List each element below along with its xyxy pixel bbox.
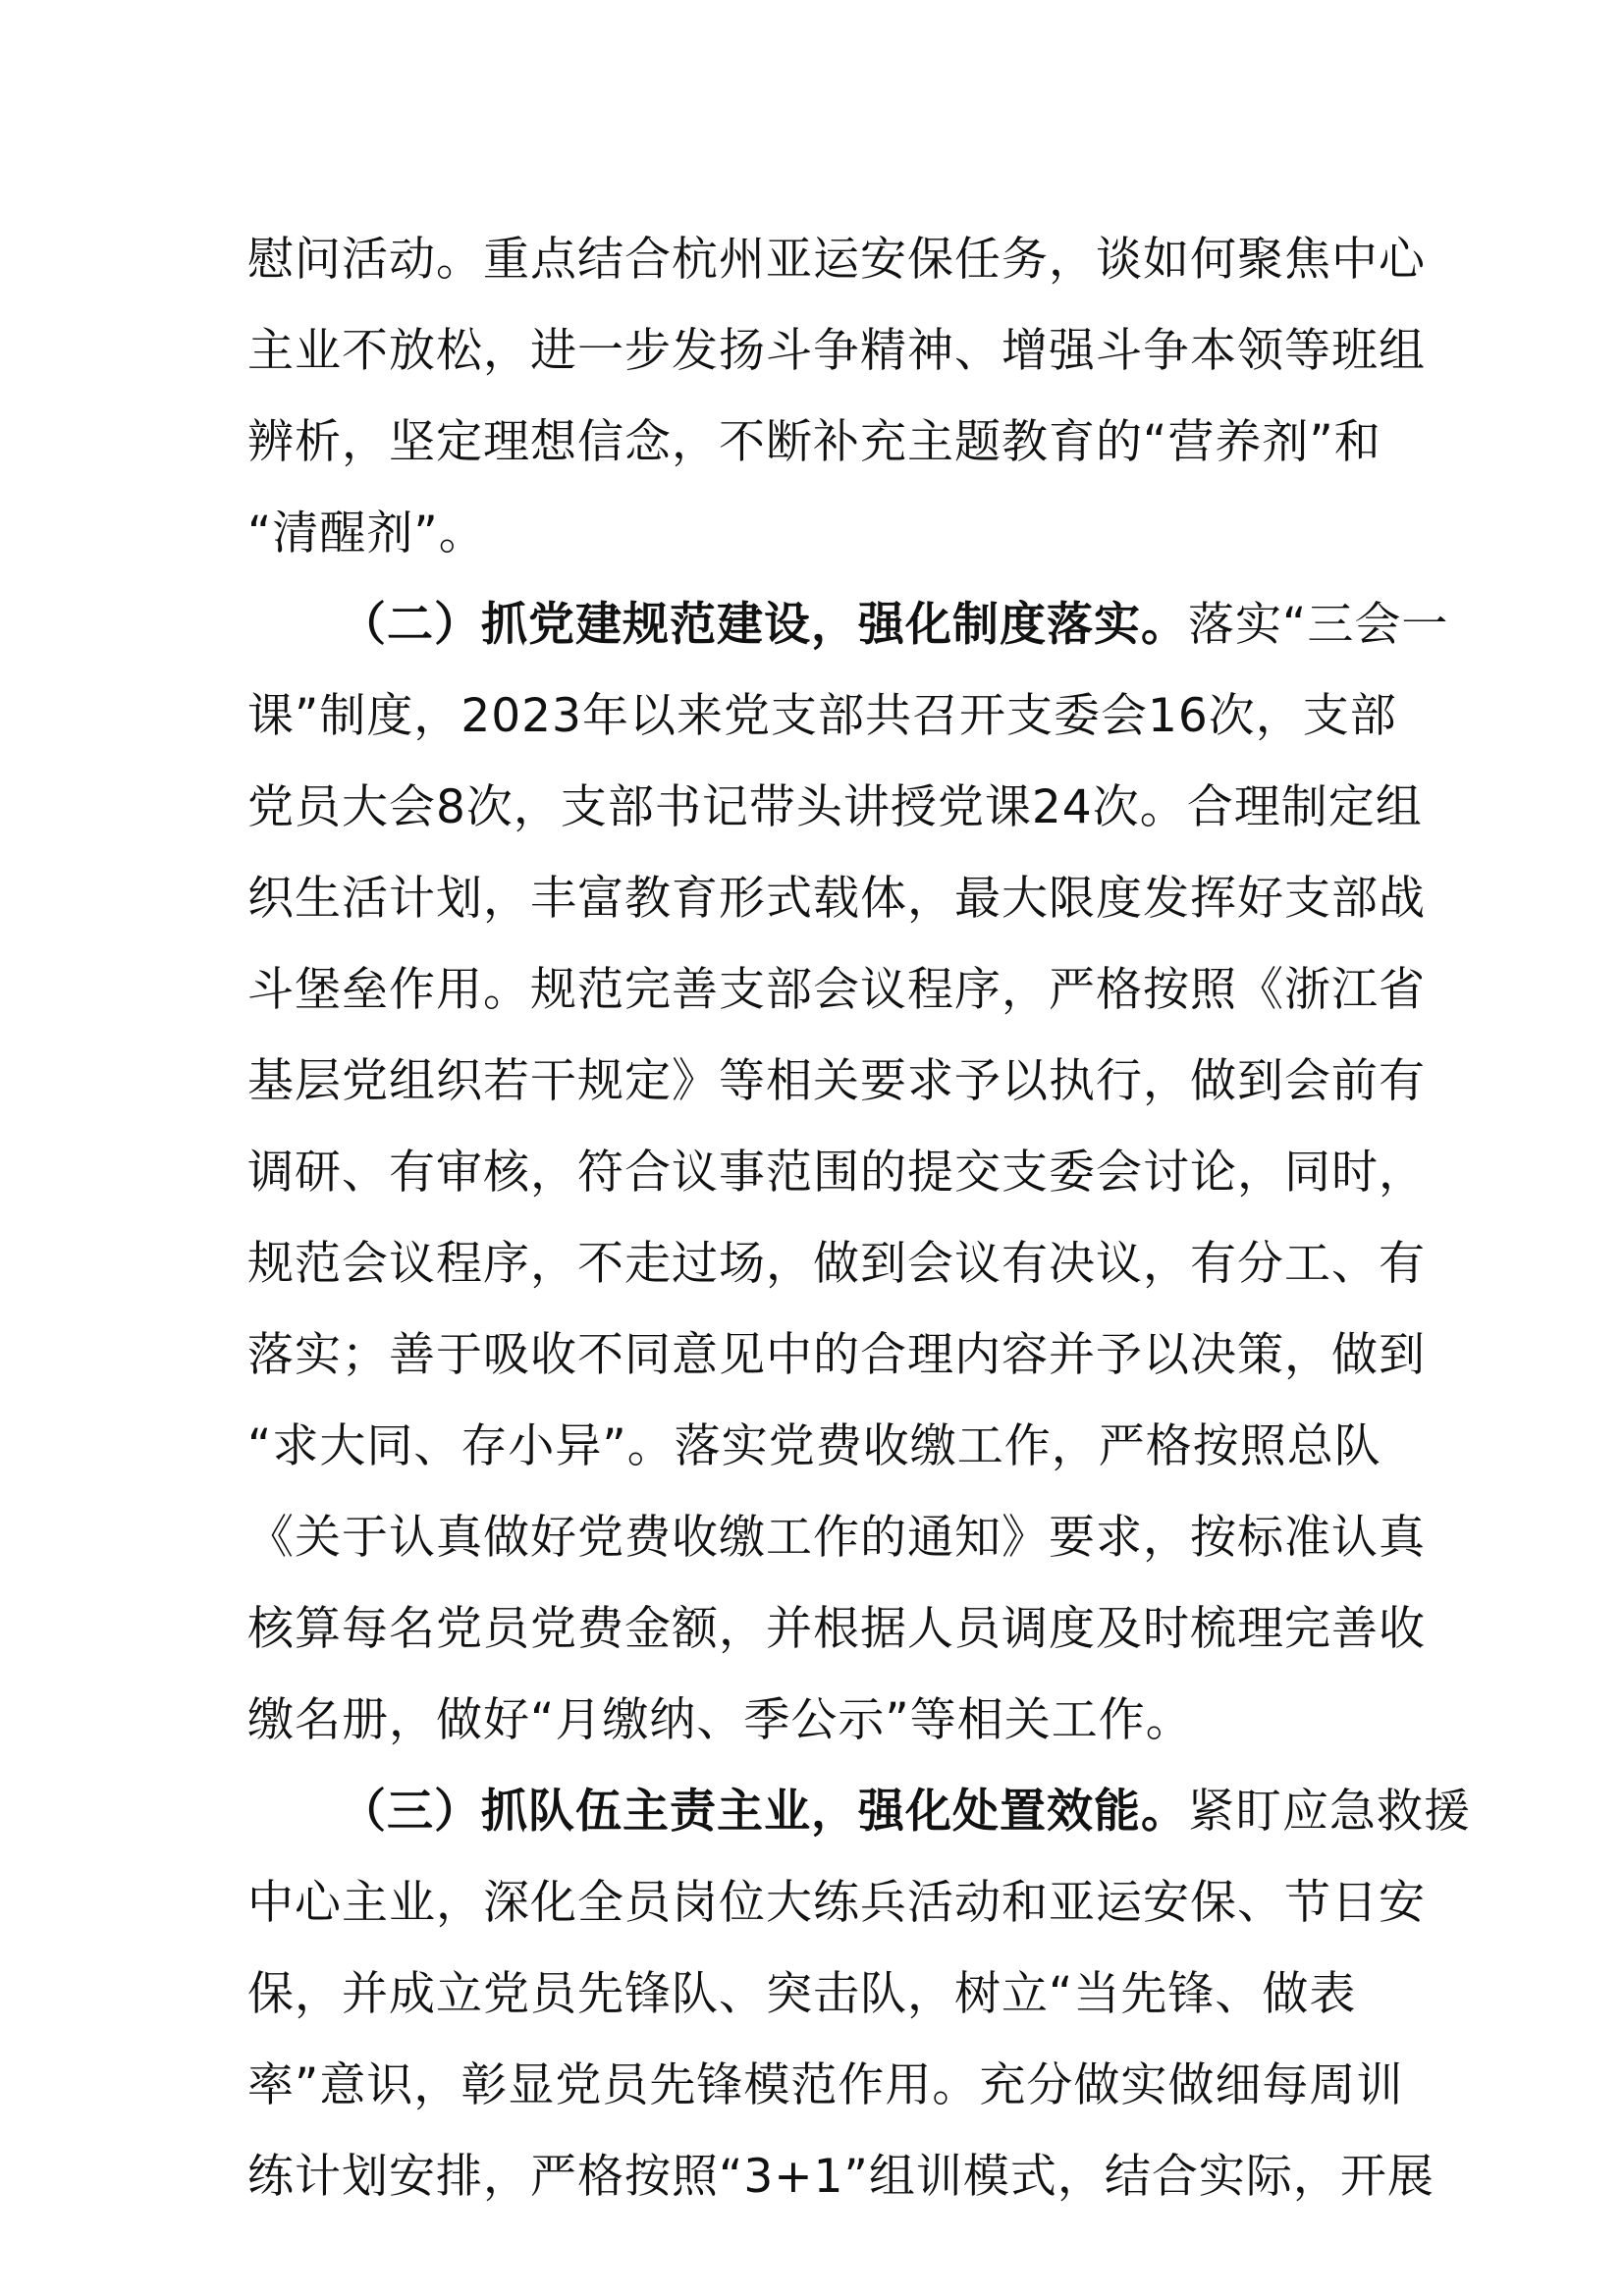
text-line: 核算每名党员党费金额，并根据人员调度及时梳理完善收 [247, 1602, 1426, 1656]
text-line: 党员大会8次，支部书记带头讲授党课24次。合理制定组 [247, 780, 1423, 834]
text-line: 率”意识，彰显党员先锋模范作用。充分做实做细每周训 [247, 2058, 1404, 2112]
text-line: 调研、有审核，符合议事范围的提交支委会讨论，同时， [247, 1146, 1426, 1200]
text-run: 紧盯应急救援 [1188, 1785, 1471, 1839]
text-line: 慰问活动。重点结合杭州亚运安保任务，谈如何聚焦中心 [247, 233, 1426, 287]
text-line: 落实；善于吸收不同意见中的合理内容并予以决策，做到 [247, 1328, 1426, 1382]
text-line: 斗堡垒作用。规范完善支部会议程序，严格按照《浙江省 [247, 963, 1426, 1017]
text-line: “清醒剂”。 [247, 507, 486, 561]
text-line: 练计划安排，严格按照“3+1”组训模式，结合实际，开展 [247, 2150, 1435, 2204]
section-heading-line [340, 579, 1448, 670]
text-line: 主业不放松，进一步发扬斗争精神、增强斗争本领等班组 [247, 324, 1426, 378]
text-line: 基层党组织若干规定》等相关要求予以执行，做到会前有 [247, 1054, 1426, 1108]
text-line: 织生活计划，丰富教育形式载体，最大限度发挥好支部战 [247, 872, 1426, 926]
text-line: 保，并成立党员先锋队、突击队，树立“当先锋、做表 [247, 1967, 1357, 2021]
text-line: 课”制度，2023年以来党支部共召开支委会16次，支部 [247, 689, 1397, 743]
section-heading-2: （二）抓党建规范建设，强化制度落实。 [340, 598, 1188, 652]
text-run: 落实“三会一 [1188, 598, 1449, 652]
text-line: 《关于认真做好党费收缴工作的通知》要求，按标准认真 [247, 1511, 1426, 1565]
text-line: 规范会议程序，不走过场，做到会议有决议，有分工、有 [247, 1237, 1426, 1291]
text-line: 中心主业，深化全员岗位大练兵活动和亚运安保、节日安 [247, 1876, 1426, 1930]
text-line: 辨析，坚定理想信念，不断补充主题教育的“营养剂”和 [247, 415, 1381, 469]
section-heading-3: （三）抓队伍主责主业，强化处置效能。 [340, 1785, 1188, 1839]
section-heading-line [340, 1766, 1471, 1857]
text-line: 缴名册，做好“月缴纳、季公示”等相关工作。 [247, 1693, 1193, 1747]
text-line: “求大同、存小异”。落实党费收缴工作，严格按照总队 [247, 1419, 1381, 1473]
